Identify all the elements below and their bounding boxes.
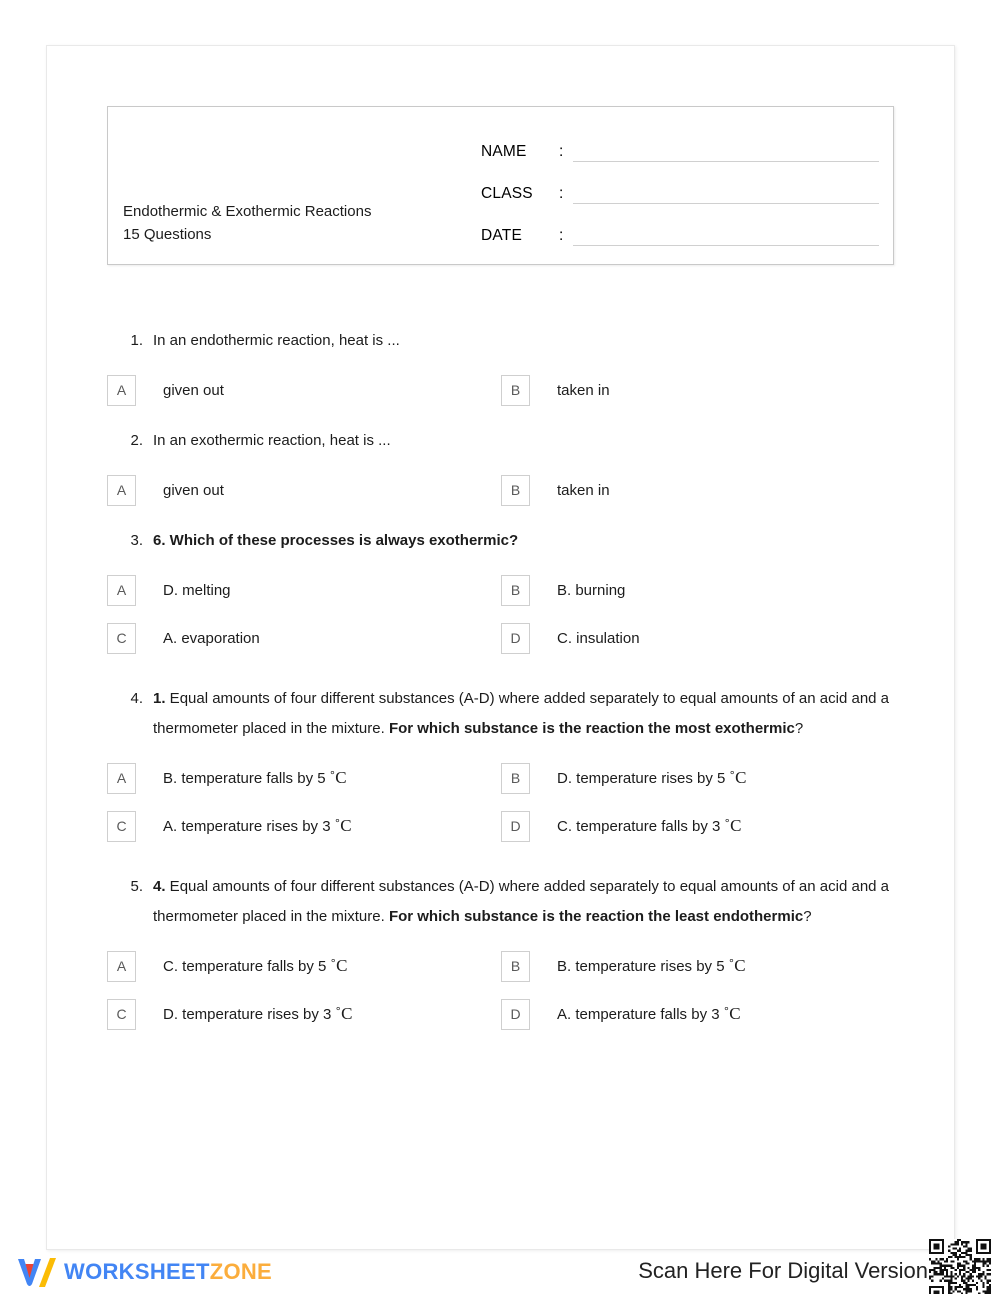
answer-label bbox=[136, 582, 231, 599]
date-colon: : bbox=[559, 226, 564, 244]
answer-letter-box[interactable]: C bbox=[107, 811, 136, 842]
field-row-class bbox=[481, 162, 879, 204]
question-number: 1. bbox=[130, 332, 143, 349]
field-row-name bbox=[481, 120, 879, 162]
answer-letter-box[interactable]: B bbox=[501, 763, 530, 794]
answer-label bbox=[530, 382, 610, 399]
question-spacer bbox=[107, 514, 954, 526]
question-spacer bbox=[107, 850, 954, 872]
question-row bbox=[107, 426, 954, 456]
page-footer bbox=[0, 1248, 1000, 1294]
question-text: 6. Which of these processes is always exothermic? bbox=[153, 532, 519, 549]
answer-letter-box[interactable]: C bbox=[107, 623, 136, 654]
answer-letter-box[interactable]: D bbox=[501, 999, 530, 1030]
question-text: In an endothermic reaction, heat is ... bbox=[153, 332, 400, 349]
name-input[interactable] bbox=[573, 141, 879, 162]
answer-label bbox=[530, 582, 625, 599]
question-row bbox=[107, 526, 954, 556]
answer-label bbox=[530, 482, 610, 499]
degree-celsius-unit: ˚C bbox=[723, 1004, 741, 1023]
worksheet-question-count: 15 Questions bbox=[123, 226, 212, 243]
question-number: 4. bbox=[130, 690, 143, 707]
answer-option[interactable] bbox=[501, 754, 895, 802]
answer-options bbox=[107, 566, 954, 662]
question-block bbox=[107, 426, 954, 526]
answer-label-text: D. temperature rises by 3 bbox=[163, 1006, 332, 1023]
answer-label bbox=[530, 816, 741, 836]
answer-option[interactable] bbox=[107, 566, 501, 614]
name-colon: : bbox=[559, 142, 564, 160]
field-row-date bbox=[481, 204, 879, 246]
question-spacer bbox=[107, 662, 954, 684]
logo-text-zone: ZONE bbox=[209, 1259, 273, 1284]
answer-label-text: B. temperature rises by 5 bbox=[557, 958, 725, 975]
answer-label bbox=[530, 630, 640, 647]
answer-option[interactable] bbox=[501, 802, 895, 850]
answer-option[interactable] bbox=[501, 366, 895, 414]
answer-label-text: A. temperature rises by 3 bbox=[163, 818, 331, 835]
answer-label-text: taken in bbox=[557, 481, 610, 499]
question-text: 1. Equal amounts of four different substances (A-D) where added separately to equal amounts of an acid and a thermometer placed in the mixture. For which substance is the reaction the most exothermic? bbox=[153, 690, 890, 737]
question-row bbox=[107, 326, 954, 356]
answer-option[interactable] bbox=[501, 942, 895, 990]
answer-letter-box[interactable]: A bbox=[107, 475, 136, 506]
answer-option[interactable] bbox=[107, 614, 501, 662]
answer-options bbox=[107, 466, 954, 514]
question-text: 4. Equal amounts of four different substances (A-D) where added separately to equal amounts of an acid and a thermometer placed in the mixture. For which substance is the reaction the least endothermic? bbox=[153, 878, 890, 925]
answer-option[interactable] bbox=[107, 754, 501, 802]
answer-label-text: given out bbox=[163, 481, 224, 499]
answer-letter-box[interactable]: A bbox=[107, 951, 136, 982]
logo-text-worksheet: WORKSHEET bbox=[64, 1259, 210, 1284]
answer-options bbox=[107, 366, 954, 414]
answer-label-text: D. melting bbox=[163, 581, 231, 599]
answer-letter-box[interactable]: B bbox=[501, 575, 530, 606]
question-spacer bbox=[107, 1038, 954, 1050]
answer-label-text: C. temperature falls by 5 bbox=[163, 958, 327, 975]
answer-label bbox=[136, 482, 224, 499]
answer-option[interactable] bbox=[501, 990, 895, 1038]
answer-label-text: D. temperature rises by 5 bbox=[557, 770, 726, 787]
answer-letter-box[interactable]: B bbox=[501, 475, 530, 506]
class-input[interactable] bbox=[573, 183, 879, 204]
date-label: DATE bbox=[481, 226, 522, 244]
degree-celsius-unit: ˚C bbox=[330, 956, 348, 975]
worksheet-title: Endothermic & Exothermic Reactions bbox=[123, 203, 372, 220]
qr-code[interactable] bbox=[929, 1239, 991, 1294]
header-title-area bbox=[108, 200, 481, 264]
question-block bbox=[107, 326, 954, 426]
worksheet-header-box bbox=[107, 106, 894, 265]
degree-celsius-unit: ˚C bbox=[334, 816, 352, 835]
question-row bbox=[107, 872, 954, 932]
answer-label bbox=[136, 956, 347, 976]
class-colon: : bbox=[559, 184, 564, 202]
class-label: CLASS bbox=[481, 184, 533, 202]
answer-option[interactable] bbox=[501, 614, 895, 662]
worksheet-page bbox=[46, 45, 955, 1250]
answer-letter-box[interactable]: B bbox=[501, 951, 530, 982]
logo-wordmark bbox=[64, 1259, 272, 1285]
answer-options bbox=[107, 754, 954, 850]
answer-option[interactable] bbox=[107, 466, 501, 514]
answer-label bbox=[136, 768, 347, 788]
answer-label bbox=[136, 816, 352, 836]
answer-option[interactable] bbox=[107, 942, 501, 990]
answer-option[interactable] bbox=[107, 366, 501, 414]
degree-celsius-unit: ˚C bbox=[335, 1004, 353, 1023]
answer-label bbox=[136, 630, 260, 647]
degree-celsius-unit: ˚C bbox=[728, 956, 746, 975]
answer-options bbox=[107, 942, 954, 1038]
answer-letter-box[interactable]: A bbox=[107, 575, 136, 606]
answer-label-text: given out bbox=[163, 381, 224, 399]
answer-label-text: taken in bbox=[557, 381, 610, 399]
answer-option[interactable] bbox=[107, 802, 501, 850]
answer-label-text: A. evaporation bbox=[163, 629, 260, 647]
question-text: In an exothermic reaction, heat is ... bbox=[153, 432, 391, 449]
answer-option[interactable] bbox=[501, 566, 895, 614]
answer-letter-box[interactable]: A bbox=[107, 375, 136, 406]
answer-letter-box[interactable]: D bbox=[501, 623, 530, 654]
answer-label-text: B. burning bbox=[557, 581, 626, 599]
worksheetzone-logo bbox=[14, 1254, 272, 1290]
answer-letter-box[interactable]: A bbox=[107, 763, 136, 794]
answer-label-text: A. temperature falls by 3 bbox=[557, 1006, 720, 1023]
answer-option[interactable] bbox=[107, 990, 501, 1038]
answer-label-text: B. temperature falls by 5 bbox=[163, 770, 326, 787]
degree-celsius-unit: ˚C bbox=[329, 768, 347, 787]
answer-letter-box[interactable]: B bbox=[501, 375, 530, 406]
answer-label bbox=[530, 768, 746, 788]
question-block bbox=[107, 526, 954, 684]
answer-label-text: C. insulation bbox=[557, 629, 640, 647]
scan-prompt-text: Scan Here For Digital Version bbox=[638, 1258, 928, 1283]
name-label: NAME bbox=[481, 142, 527, 160]
question-block bbox=[107, 684, 954, 872]
answer-label bbox=[136, 1004, 352, 1024]
answer-letter-box[interactable]: D bbox=[501, 811, 530, 842]
answer-letter-box[interactable]: C bbox=[107, 999, 136, 1030]
degree-celsius-unit: ˚C bbox=[724, 816, 742, 835]
question-block bbox=[107, 872, 954, 1050]
question-number: 3. bbox=[130, 532, 143, 549]
questions-list bbox=[107, 326, 954, 1050]
answer-label-text: C. temperature falls by 3 bbox=[557, 818, 721, 835]
degree-celsius-unit: ˚C bbox=[729, 768, 747, 787]
student-fields bbox=[481, 107, 893, 264]
question-spacer bbox=[107, 414, 954, 426]
question-number: 2. bbox=[130, 432, 143, 449]
answer-label bbox=[136, 382, 224, 399]
answer-option[interactable] bbox=[501, 466, 895, 514]
answer-label bbox=[530, 1004, 741, 1024]
answer-label bbox=[530, 956, 746, 976]
question-number: 5. bbox=[130, 878, 143, 895]
logo-mark-icon bbox=[14, 1254, 58, 1290]
question-row bbox=[107, 684, 954, 744]
date-input[interactable] bbox=[573, 225, 879, 246]
